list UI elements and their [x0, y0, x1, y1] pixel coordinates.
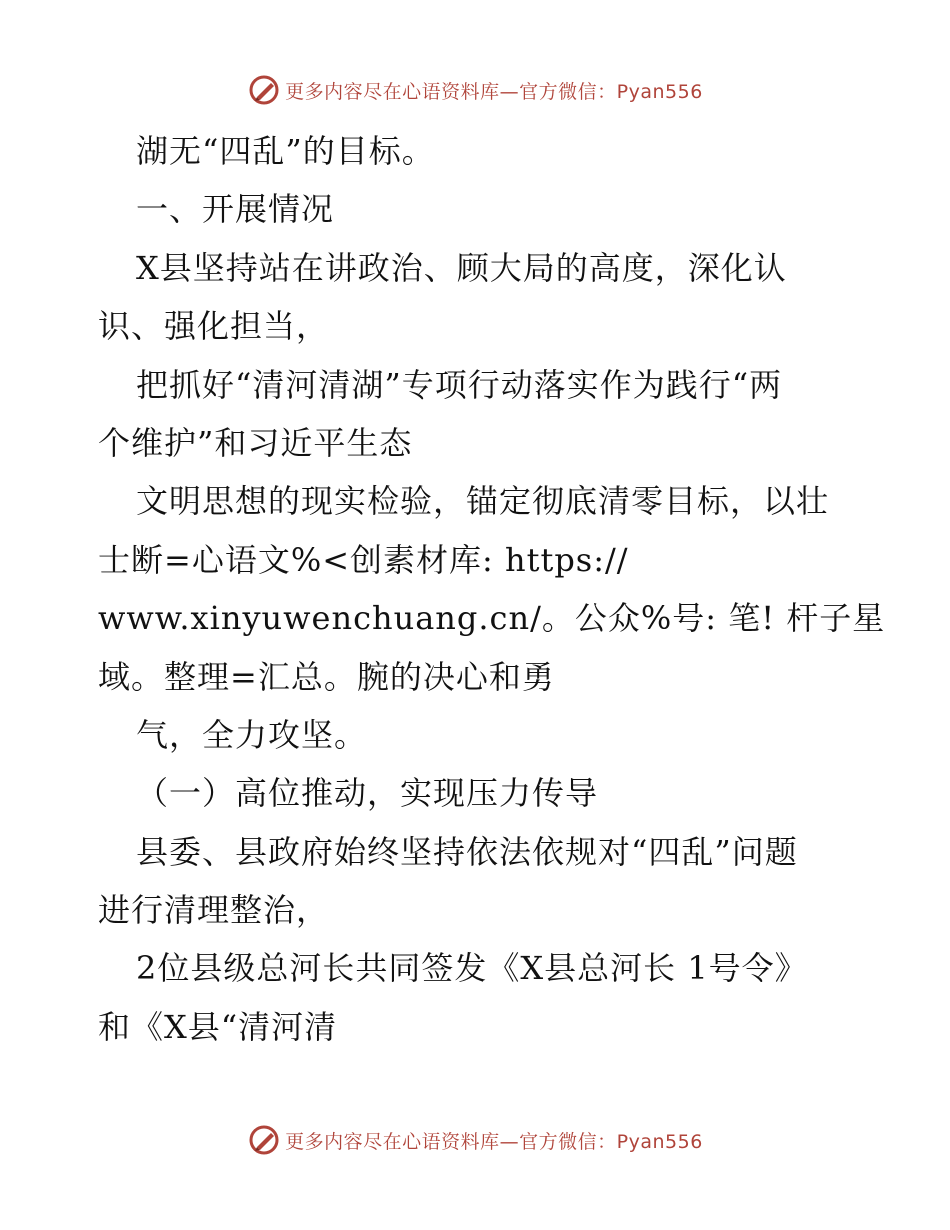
pen-logo-icon [247, 73, 281, 107]
text-line: www.xinyuwenchuang.cn/。公众%号: 笔! 杆子星 [98, 599, 886, 638]
text-line: 进行清理整治， [98, 891, 330, 930]
text-line: 和《X县“清河清 [98, 1007, 338, 1046]
text-line: 县委、县政府始终坚持依法依规对“四乱”问题 [136, 832, 798, 871]
document-body [98, 122, 886, 1056]
text-line: 湖无“四乱”的目标。 [136, 132, 435, 170]
header-watermark-banner [0, 70, 950, 110]
text-line: 个维护”和习近平生态 [98, 423, 413, 462]
text-line: 士断=心语文%<创素材库: https:// [98, 540, 629, 579]
text-line: 把抓好“清河清湖”专项行动落实作为践行“两 [136, 365, 783, 404]
text-line: 文明思想的现实检验，锚定彻底清零目标，以壮 [136, 482, 830, 521]
text-line: （一）高位推动，实现压力传导 [136, 774, 599, 813]
text-line: 域。整理=汇总。腕的决心和勇 [98, 657, 555, 696]
text-line: 一、开展情况 [136, 190, 335, 229]
text-line: 气，全力攻坚。 [136, 715, 368, 754]
text-line: 2位县级总河长共同签发《X县总河长 1号令》 [136, 949, 808, 988]
text-line: X县坚持站在讲政治、顾大局的高度，深化认 [136, 248, 787, 287]
text-line: 识、强化担当， [98, 307, 330, 346]
header-watermark-text: 更多内容尽在心语资料库—官方微信：Pyan556 [285, 80, 703, 103]
footer-watermark-text: 更多内容尽在心语资料库—官方微信：Pyan556 [285, 1130, 703, 1153]
footer-watermark-banner [0, 1120, 950, 1160]
pen-logo-icon [247, 1123, 281, 1157]
